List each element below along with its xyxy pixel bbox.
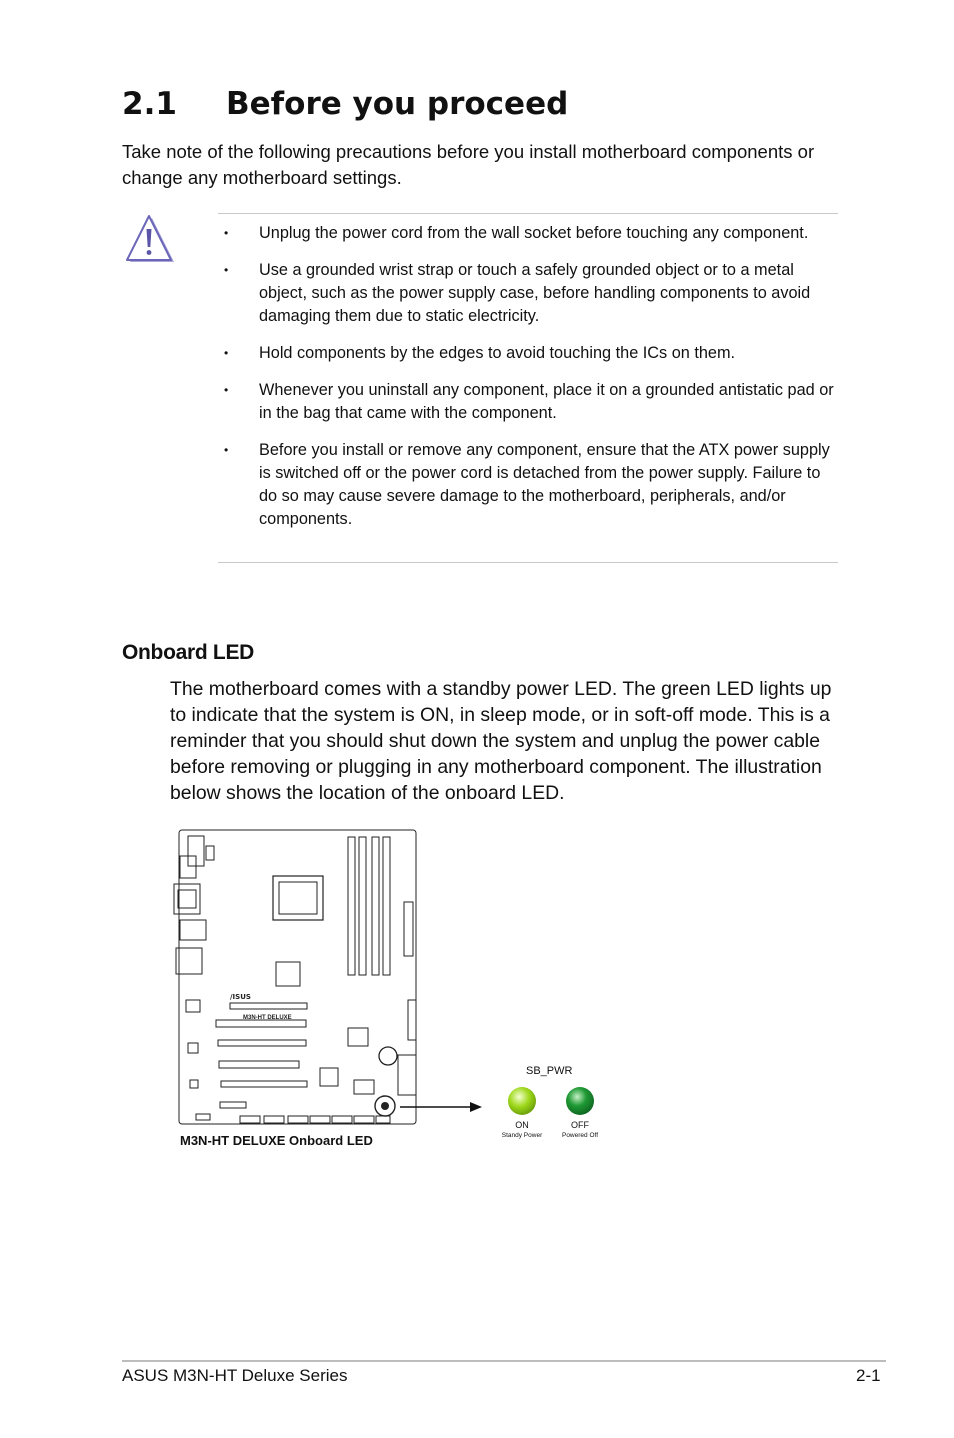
board-logo: /ISUS xyxy=(230,993,251,1001)
bullet: • xyxy=(224,263,229,277)
board-label: M3N-HT DELUXE xyxy=(243,1015,292,1021)
caution-top-rule xyxy=(218,213,838,214)
led-on-indicator xyxy=(508,1087,536,1115)
warning-triangle-icon xyxy=(122,212,178,264)
diagram-caption: M3N-HT DELUXE Onboard LED xyxy=(180,1133,373,1148)
motherboard-led-diagram xyxy=(160,820,630,1160)
bullet: • xyxy=(224,383,229,397)
onboard-led-paragraph: The motherboard comes with a standby power LED. The green LED lights up to indicate that the system is ON, in sleep mode, or in soft-off mode. This is a reminder that you should shut down the system and unplug the power cable before removing or plugging in any motherboard component. The illustration below shows the location of the onboard LED. xyxy=(170,678,832,804)
led-off-sub: Powered Off xyxy=(561,1132,599,1139)
bullet: • xyxy=(224,443,229,457)
caution-item xyxy=(218,439,838,531)
caution-bottom-rule xyxy=(218,562,838,563)
onboard-led-heading: Onboard LED xyxy=(122,641,255,664)
led-on-sub: Standy Power xyxy=(501,1132,543,1139)
caution-item xyxy=(218,259,838,328)
section-title: Before you proceed xyxy=(226,86,569,122)
footer-rule xyxy=(122,1360,886,1362)
intro-paragraph: Take note of the following precautions before you install motherboard components or change any motherboard settings. xyxy=(122,141,815,188)
section-number: 2.1 xyxy=(122,86,177,122)
led-off-label: OFF xyxy=(571,1120,589,1130)
footer-left: ASUS M3N-HT Deluxe Series xyxy=(122,1366,348,1385)
caution-text: Hold components by the edges to avoid touching the ICs on them. xyxy=(259,344,736,362)
section-heading xyxy=(122,86,568,122)
led-off-indicator xyxy=(566,1087,594,1115)
caution-text: Use a grounded wrist strap or touch a safely grounded object or to a metal object, such as the power supply case, before handling components to avoid damaging them due to static electricity. xyxy=(259,261,811,325)
caution-item xyxy=(218,342,838,365)
led-name: SB_PWR xyxy=(526,1065,573,1077)
caution-text: Before you install or remove any component, ensure that the ATX power supply is switched off or the power cord is detached from the power supply. Failure to do so may cause severe damage to the motherboard, peripherals, and/or components. xyxy=(259,441,830,528)
caution-item xyxy=(218,379,838,425)
caution-text: Whenever you uninstall any component, place it on a grounded antistatic pad or in the bag that came with the component. xyxy=(259,381,834,422)
bullet: • xyxy=(224,346,229,360)
caution-text: Unplug the power cord from the wall socket before touching any component. xyxy=(259,224,809,242)
board-outline xyxy=(179,830,416,1124)
bullet: • xyxy=(224,226,229,240)
caution-item xyxy=(218,222,838,245)
led-on-label: ON xyxy=(515,1120,529,1130)
footer-page-number: 2-1 xyxy=(856,1366,881,1385)
caution-list xyxy=(218,222,838,545)
